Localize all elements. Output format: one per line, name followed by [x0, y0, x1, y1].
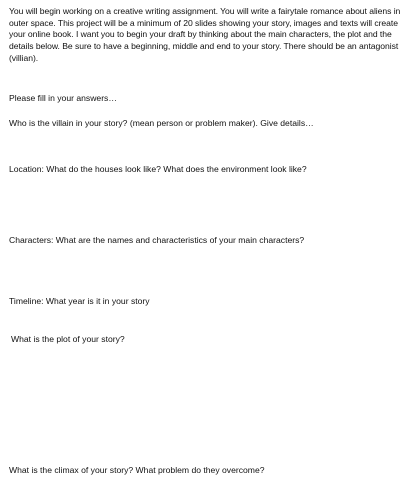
fill-in-instruction: Please fill in your answers…	[9, 93, 117, 103]
plot-question: What is the plot of your story?	[11, 334, 125, 344]
location-question: Location: What do the houses look like? What does the environment look like?	[9, 164, 307, 174]
intro-paragraph: You will begin working on a creative writing assignment. You will write a fairytale romance about aliens in outer space. This project will be a minimum of 20 slides showing your story, images and texts will create your online book. I want you to begin your draft by thinking about the main characters, the plot and the details below. Be sure to have a beginning, middle and end to your story. There should be an antagonist (villian).	[9, 6, 401, 63]
characters-question: Characters: What are the names and characteristics of your main characters?	[9, 235, 305, 245]
villain-question: Who is the villain in your story? (mean person or problem maker). Give details…	[9, 118, 314, 128]
timeline-question: Timeline: What year is it in your story	[9, 296, 150, 306]
climax-question: What is the climax of your story? What problem do they overcome?	[9, 465, 265, 475]
